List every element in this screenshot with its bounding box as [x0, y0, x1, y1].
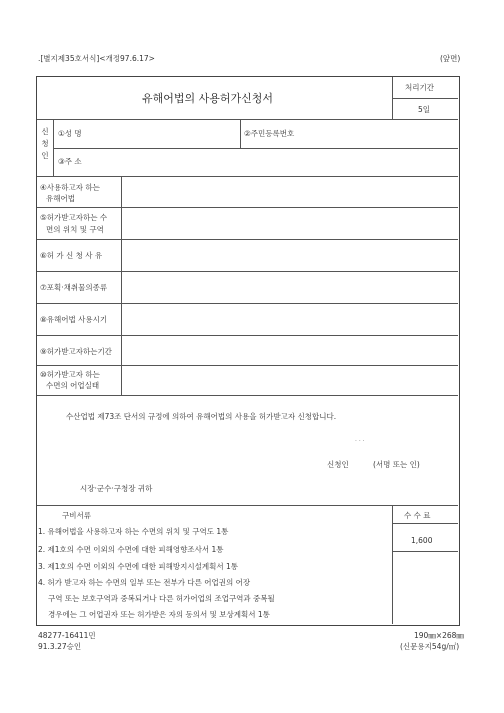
footer-paper-size: 190㎜×268㎜ [414, 631, 464, 640]
applicant-signature-label: 신청인 [327, 460, 349, 469]
document-item: 3. 제1호의 수면 이외의 수면에 대한 피해방지시설계획서 1통 [38, 562, 239, 571]
field-label: ⑥허 가 신 청 사 유 [40, 251, 103, 260]
name-label: ①성 명 [58, 129, 82, 138]
address-label: ③주 소 [58, 157, 82, 166]
signature-note: (서명 또는 인) [373, 460, 420, 469]
document-item-continued: 경우에는 그 어업권자 또는 허가받은 자의 동의서 및 보상계획서 1통 [48, 610, 270, 619]
field-label: 유해어법 [46, 194, 75, 203]
document-item-continued: 구역 또는 보호구역과 중복되거나 다른 허가어업의 조업구역과 중복될 [48, 594, 275, 603]
field-label: ⑧유해어법 사용시기 [40, 315, 108, 324]
document-item: 2. 제1호의 수면 이외의 수면에 대한 피해영향조사서 1통 [38, 545, 224, 554]
declaration-text: 수산업법 제73조 단서의 규정에 의하여 유해어법의 사용을 허가받고자 신청합니다. [66, 412, 337, 421]
document-item: 4. 허가 받고자 하는 수면의 일부 또는 전부가 다른 어업권의 어장 [38, 578, 251, 587]
resident-number-label: ②주민등록번호 [244, 129, 295, 138]
documents-header: 구비서류 [62, 511, 91, 520]
field-label: 수면의 어업실태 [46, 381, 100, 390]
processing-period-label: 처리기간 [405, 83, 434, 92]
fee-value: 1,600 [411, 536, 433, 545]
field-label: ④사용하고자 하는 [40, 183, 100, 192]
addressee: 시장·군수·구청장 귀하 [80, 484, 153, 493]
field-label: ⑩허가받고자 하는 [40, 370, 100, 379]
applicant-section-label: 신청인 [41, 127, 49, 160]
fee-label: 수 수 료 [404, 511, 431, 520]
processing-period-value: 5일 [418, 105, 431, 114]
document-item: 1. 유해어법을 사용하고자 하는 수면의 위치 및 구역도 1통 [38, 527, 229, 536]
form-number: .[별지제35호서식]<개정97.6.17> [38, 54, 155, 63]
footer-form-code: 48277-16411민 [38, 631, 96, 640]
field-label: ⑦포획·채취물의종류 [40, 283, 108, 292]
field-label: 면의 위치 및 구역 [46, 225, 104, 234]
form-title: 유해어법의 사용허가신청서 [142, 92, 274, 105]
footer-approval: 91.3.27승인 [38, 642, 82, 651]
field-label: ⑤허가받고자하는 수 [40, 213, 108, 222]
date-marks: . . . [355, 436, 365, 443]
footer-paper-type: (신문용지54g/㎡) [400, 642, 460, 651]
side-label: (앞면) [440, 54, 461, 63]
field-label: ⑨허가받고자하는기간 [40, 347, 112, 356]
